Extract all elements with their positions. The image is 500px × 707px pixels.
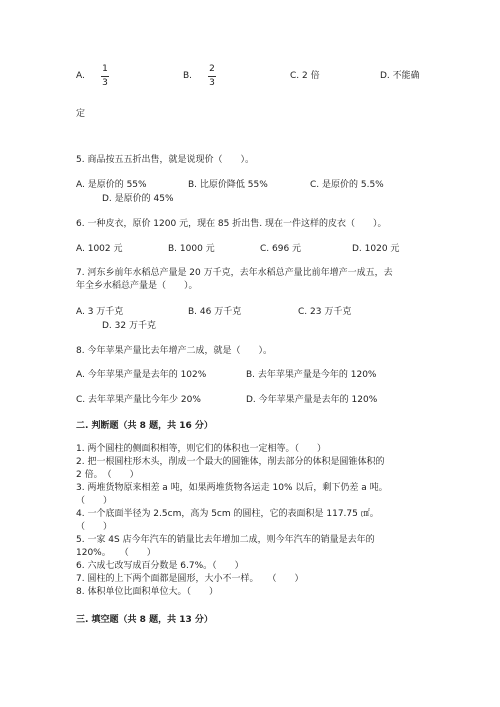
fraction-denominator: 3 bbox=[102, 78, 108, 88]
fraction-denominator: 3 bbox=[209, 78, 215, 88]
q7-option-b: B. 46 万千克 bbox=[188, 307, 242, 317]
q4-option-a-label: A. bbox=[76, 71, 85, 81]
q4-option-b-label: B. bbox=[183, 71, 193, 81]
q8-option-a: A. 今年苹果产量是去年的 102% bbox=[76, 370, 207, 380]
q5-option-a: A. 是原价的 55% bbox=[76, 180, 147, 190]
q6-option-a: A. 1002 元 bbox=[76, 244, 123, 254]
fraction-bar bbox=[208, 76, 216, 77]
section-heading-fill-in: 三. 填空题（共 8 题，共 13 分） bbox=[76, 615, 213, 625]
tf-line: 5. 一家 4S 店今年汽车的销量比去年增加二成，则今年汽车的销量是去年的 bbox=[76, 535, 375, 545]
q5-stem: 5. 商品按五五折出售，就是说现价（ ）。 bbox=[76, 155, 254, 165]
q7-option-a: A. 3 万千克 bbox=[76, 307, 124, 317]
q7-stem-line2: 年全乡水稻总产量是（ ）。 bbox=[76, 281, 198, 291]
tf-line: 3. 两堆货物原来相差 a 吨，如果两堆货物各运走 10% 以后，剩下仍差 a 吨。 bbox=[76, 483, 388, 493]
tf-line: 6. 六成七改写成百分数是 6.7%。（ ） bbox=[76, 561, 244, 571]
q5-option-b: B. 比原价降低 55% bbox=[188, 180, 268, 190]
tf-line: （ ） bbox=[76, 522, 113, 532]
fraction-numerator: 1 bbox=[102, 64, 108, 74]
q7-stem-line1: 7. 河东乡前年水稻总产量是 20 万千克，去年水稻总产量比前年增产一成五，去 bbox=[76, 268, 393, 278]
q7-option-d: D. 32 万千克 bbox=[102, 321, 156, 331]
q4-option-a-fraction bbox=[100, 64, 110, 89]
q4-option-c: C. 2 倍 bbox=[290, 71, 320, 81]
q6-option-c: C. 696 元 bbox=[260, 244, 302, 254]
q5-option-d: D. 是原价的 45% bbox=[102, 194, 174, 204]
q4-option-b-fraction bbox=[207, 64, 217, 89]
tf-line: 120%。 （ ） bbox=[76, 548, 156, 558]
q4-option-d: D. 不能确 bbox=[380, 71, 420, 81]
q8-stem: 8. 今年苹果产量比去年增产二成，就是（ ）。 bbox=[76, 346, 272, 356]
q5-option-c: C. 是原价的 5.5% bbox=[310, 180, 384, 190]
tf-line: 7. 圆柱的上下两个面都是圆形，大小不一样。 （ ） bbox=[76, 574, 304, 584]
section-heading-true-false: 二. 判断题（共 8 题，共 16 分） bbox=[76, 421, 213, 431]
q6-stem: 6. 一种皮衣，原价 1200 元，现在 85 折出售. 现在一件这样的皮衣（ ）。 bbox=[76, 219, 387, 229]
tf-line: （ ） bbox=[76, 496, 113, 506]
tf-line: 2 倍。 （ ） bbox=[76, 470, 139, 480]
q4-option-d-continued: 定 bbox=[76, 109, 86, 119]
fraction-numerator: 2 bbox=[209, 64, 215, 74]
tf-line: 8. 体积单位比面积单位大。（ ） bbox=[76, 587, 218, 597]
q7-option-c: C. 23 万千克 bbox=[298, 307, 352, 317]
tf-line: 4. 一个底面半径为 2.5cm，高为 5cm 的圆柱，它的表面积是 117.75 ㎠。 bbox=[76, 509, 379, 519]
q6-option-b: B. 1000 元 bbox=[168, 244, 215, 254]
q8-option-b: B. 去年苹果产量是今年的 120% bbox=[246, 370, 377, 380]
q8-option-d: D. 今年苹果产量是去年的 120% bbox=[246, 395, 378, 405]
tf-line: 1. 两个圆柱的侧面积相等，则它们的体积也一定相等。（ ） bbox=[76, 444, 326, 454]
fraction-bar bbox=[101, 76, 109, 77]
q6-option-d: D. 1020 元 bbox=[352, 244, 400, 254]
tf-line: 2. 把一根圆柱形木头，削成一个最大的圆锥体，削去部分的体积是圆锥体积的 bbox=[76, 457, 385, 467]
q8-option-c: C. 去年苹果产量比今年少 20% bbox=[76, 395, 201, 405]
